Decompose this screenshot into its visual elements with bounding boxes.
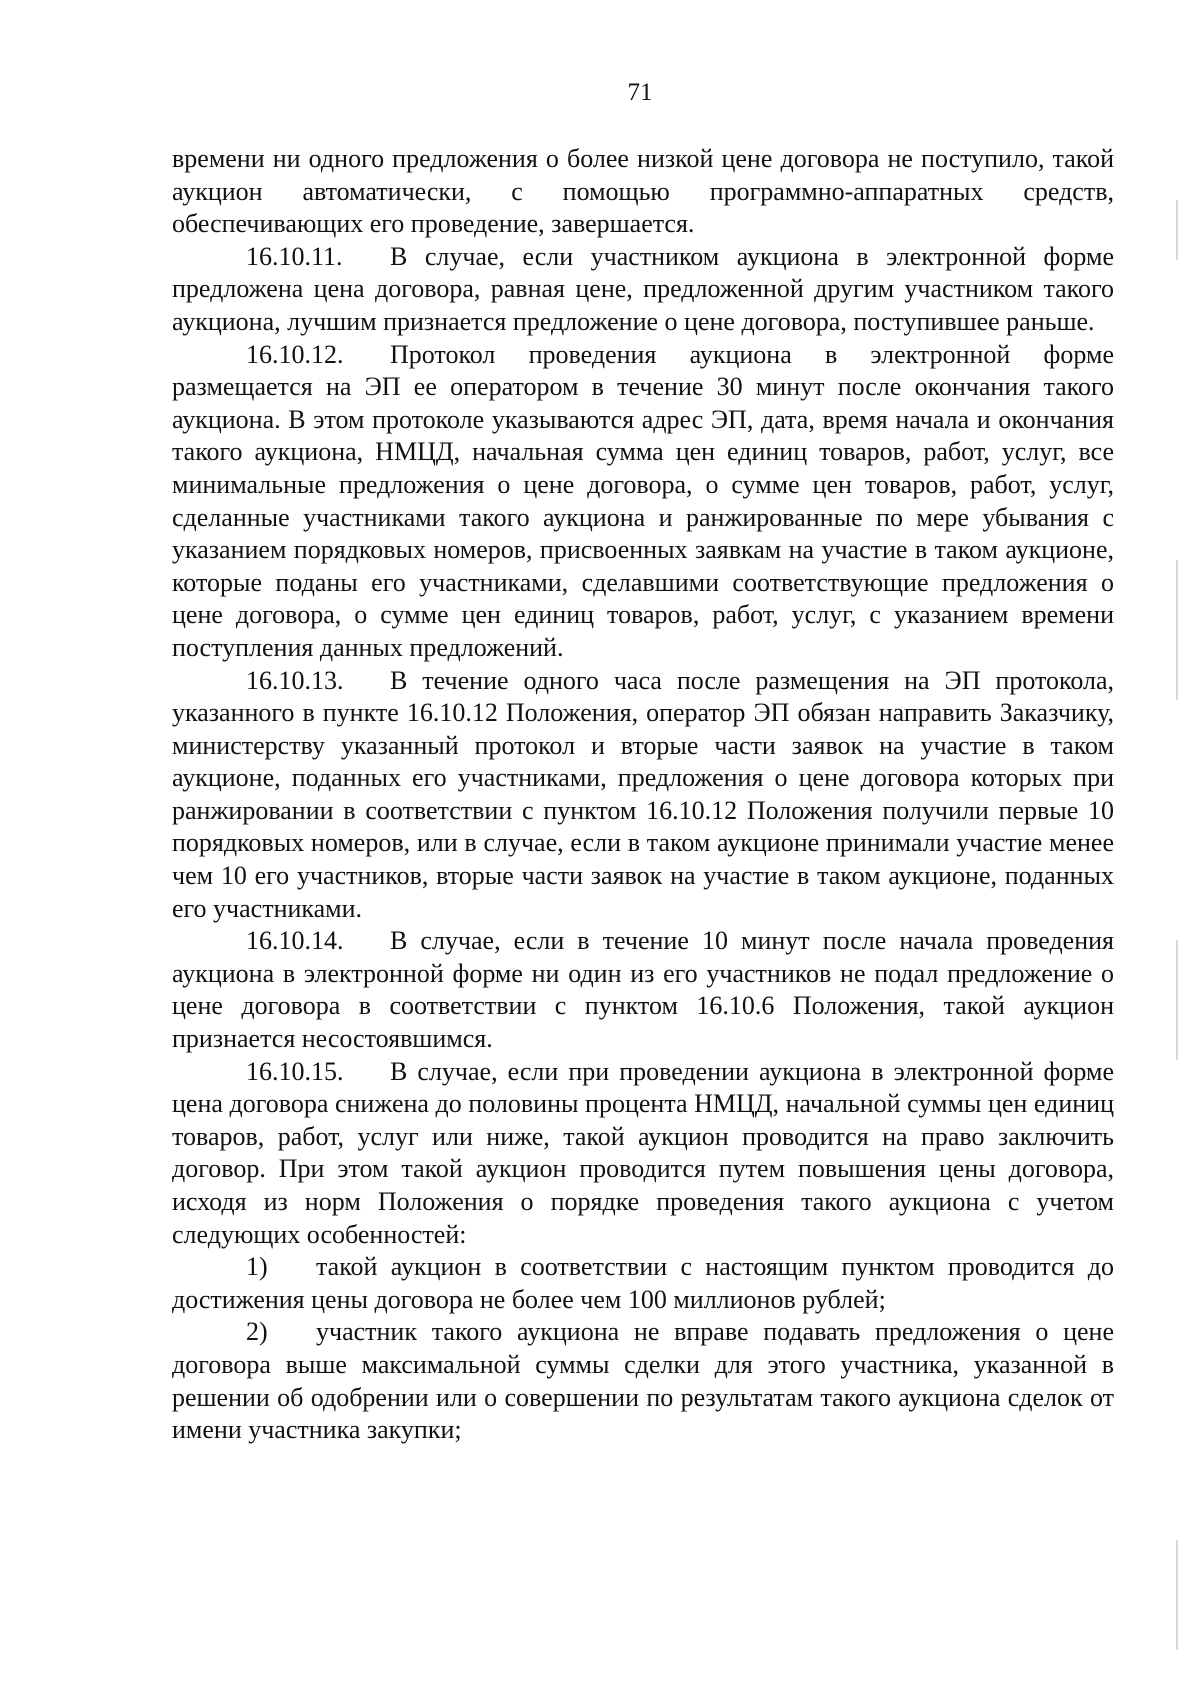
list-item-text: такой аукцион в соответствии с настоящим пунктом проводится до достижения цены договора не более чем 100 миллионов рублей;	[172, 1252, 1114, 1314]
clause-number: 16.10.15.	[246, 1056, 344, 1086]
clause-16-10-14	[172, 925, 1114, 1055]
clause-16-10-12	[172, 339, 1114, 665]
list-item-1	[172, 1251, 1114, 1316]
page-number: 71	[627, 79, 653, 106]
scan-artifact-line	[1176, 1540, 1178, 1650]
document-body	[172, 143, 1114, 1447]
clause-text: Протокол проведения аукциона в электронной форме размещается на ЭП ее оператором в течение 30 минут после окончания такого аукциона. В этом протоколе указываются адрес ЭП, дата, время начала и окончания такого аукциона, НМЦД, начальная сумма цен единиц товаров, работ, услуг, все минимальные предложения о цене договора, о сумме цен товаров, работ, услуг, сделанные участниками такого аукциона и ранжированные по мере убывания с указанием порядковых номеров, присвоенных заявкам на участие в таком аукционе, которые поданы его участниками, сделавшими соответствующие предложения о цене договора, о сумме цен единиц товаров, работ, услуг, с указанием времени поступления данных предложений.	[172, 339, 1114, 662]
scan-artifact-line	[1176, 940, 1178, 1060]
clause-number: 16.10.12.	[246, 339, 344, 369]
scan-artifact-line	[1176, 200, 1178, 260]
list-item-text: участник такого аукциона не вправе подавать предложения о цене договора выше максимальной суммы сделки для этого участника, указанной в решении об одобрении или о совершении по результатам такого аукциона сделок от имени участника закупки;	[172, 1317, 1114, 1445]
clause-text: В случае, если в течение 10 минут после начала проведения аукциона в электронной форме ни один из его участников не подал предложение о цене договора в соответствии с пунктом 16.10.6 Положения, такой аукцион признается несостоявшимся.	[172, 926, 1114, 1054]
list-item-2	[172, 1316, 1114, 1446]
clause-text: В случае, если участником аукциона в электронной форме предложена цена договора, равная цене, предложенной другим участником такого аукциона, лучшим признается предложение о цене договора, поступившее раньше.	[172, 241, 1114, 336]
clause-16-10-15	[172, 1056, 1114, 1252]
clause-number: 16.10.11.	[246, 241, 343, 271]
list-item-number: 1)	[246, 1252, 268, 1282]
clause-16-10-13	[172, 665, 1114, 926]
clause-16-10-11	[172, 241, 1114, 339]
paragraph-continuation	[172, 143, 1114, 241]
clause-number: 16.10.14.	[246, 926, 344, 956]
paragraph-text: времени ни одного предложения о более низкой цене договора не поступило, такой аукцион автоматически, с помощью программно-аппаратных средств, обеспечивающих его проведение, завершается.	[172, 144, 1114, 239]
list-item-number: 2)	[246, 1317, 268, 1347]
clause-text: В течение одного часа после размещения на ЭП протокола, указанного в пункте 16.10.12 Положения, оператор ЭП обязан направить Заказчику, министерству указанный протокол и вторые части заявок на участие в таком аукционе, поданных его участниками, предложения о цене договора которых при ранжировании в соответствии с пунктом 16.10.12 Положения получили первые 10 порядковых номеров, или в случае, если в таком аукционе принимали участие менее чем 10 его участников, вторые части заявок на участие в таком аукционе, поданных его участниками.	[172, 665, 1114, 923]
scan-artifact-line	[1176, 560, 1178, 700]
clause-text: В случае, если при проведении аукциона в электронной форме цена договора снижена до половины процента НМЦД, начальной суммы цен единиц товаров, работ, услуг или ниже, такой аукцион проводится на право заключить договор. При этом такой аукцион проводится путем повышения цены договора, исходя из норм Положения о порядке проведения такого аукциона с учетом следующих особенностей:	[172, 1056, 1114, 1249]
clause-number: 16.10.13.	[246, 665, 344, 695]
